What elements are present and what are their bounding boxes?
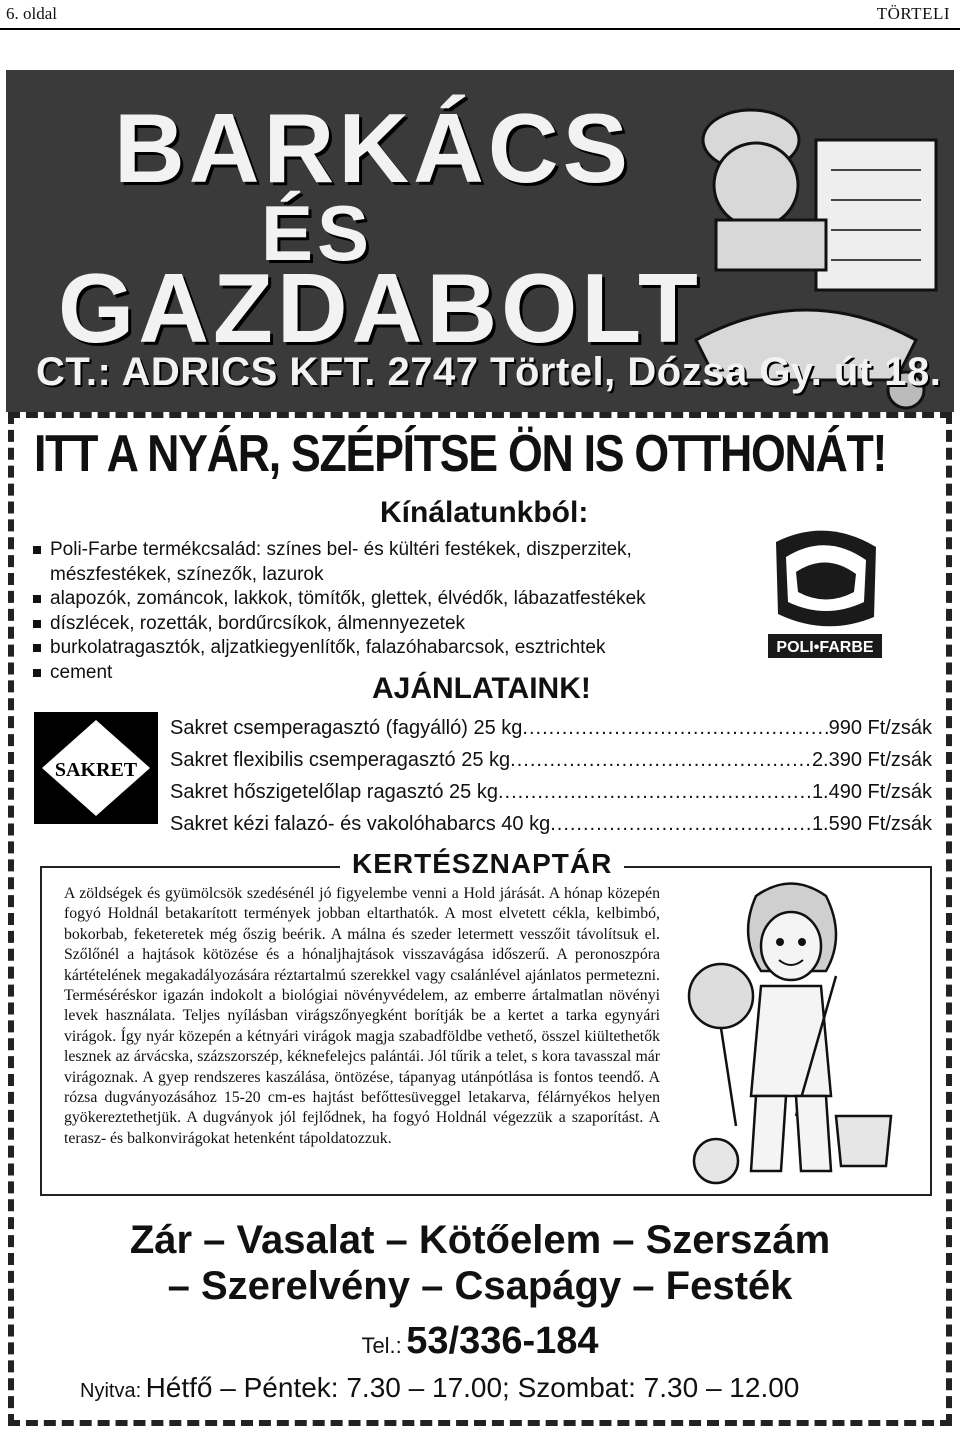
offer-title: Kínálatunkból: (380, 496, 589, 529)
offer-item: cement (30, 661, 740, 686)
deal-name: Sakret kézi falazó- és vakolóhabarcs 40 kg (170, 813, 551, 835)
offer-item: díszlécek, rozetták, bordűrcsíkok, álmennyezetek (30, 612, 740, 637)
banner-address: CT.: ADRICS KFT. 2747 Törtel, Dózsa Gy. út 18. (36, 350, 942, 394)
deal-name: Sakret flexibilis csemperagasztó 25 kg (170, 749, 511, 771)
gardener-girl-icon (676, 876, 906, 1186)
deal-name: Sakret csemperagasztó (fagyálló) 25 kg (170, 717, 523, 739)
slogan-heading: ITT A NYÁR, SZÉPÍTSE ÖN IS OTTHONÁT! (34, 425, 887, 483)
store-banner (6, 70, 954, 412)
banner-title-line2: ÉS (261, 189, 374, 277)
opening-hours (80, 1372, 799, 1404)
deal-row (170, 772, 932, 804)
offer-item: alapozók, zománcok, lakkok, tömítők, glettek, élvédők, lábazatfestékek (30, 587, 740, 612)
deals-title: AJÁNLATAINK! (372, 672, 591, 705)
offer-item-continued: mészfestékek, színezők, lazurok (50, 563, 324, 585)
phone-label: Tel.: (361, 1333, 402, 1358)
calendar-text: A zöldségek és gyümölcsök szedésénél jó figyelembe venni a Hold járását. A hónap közepén fogyó Holdnál betakarított termények jobban eltarthatók. A most elvetett cékla, kelbimbó, bokorbab, feketeretek még őszig beérik. A málna és szeder letermett vesszőit távolítsuk el. Szőlőnél a hajtások kötözése és a hónaljhajtások visszavágása időszerű. A peronoszpóra kártételének megakadályozására réztartalmú szerekkel vagy csalánlével ajánlatos permetezni. Terméséréskor igazán indokolt a biológiai növényvédelem, az emberre ártalmatlan növényi levek használata. Teljes nyílásban virágszőnyegként borítják be a kertet a tarka egynyári virágok. Így nyár közepén a kétnyári virágok magja szabadföldbe vethető, összel kiültethetők lesznek az árvácska, százszorszép, kéknefelejcs palántái. Jól tűrik a telet, s kora tavasszal már virágoznak. A gyep rendszeres kaszálása, öntözése, tápanyag utánpótlása is fontos teendő. A rózsa dugványozásához 15-20 cm-es hajtást befőttesüveggel letakarva, félárnyékos helyen gyökereztethetjük. A dugványok jól fejlődnek, ha fogyó Holdnál végezzük a szaporítást. A terasz- és balkonvirágokat hetenként tápoldatozzuk. (64, 885, 660, 1147)
banner-title-line3: GAZDABOLT (58, 253, 702, 363)
page-number: 6. oldal (6, 4, 57, 23)
deal-row (170, 740, 932, 772)
offer-list (30, 538, 740, 685)
calendar-rule-right (624, 866, 932, 868)
deal-price: 1.590 Ft/zsák (811, 813, 932, 835)
deal-row (170, 804, 932, 836)
deal-price: 990 Ft/zsák (828, 717, 932, 739)
hours-value: Hétfő – Péntek: 7.30 – 17.00; Szombat: 7.30 – 12.00 (145, 1372, 800, 1403)
publication-name: TÖRTELI (876, 4, 950, 23)
phone-number: 53/336-184 (406, 1320, 599, 1362)
deal-price: 1.490 Ft/zsák (811, 781, 932, 803)
polifarbe-logo (766, 522, 884, 662)
calendar-rule-left (40, 866, 340, 868)
hours-label: Nyitva: (80, 1380, 142, 1402)
header-rule (0, 28, 960, 30)
sakret-logo-text: SAKRET (54, 759, 138, 781)
offer-item: burkolatragasztók, aljzatkiegyenlítők, falazóhabarcsok, esztrichtek (30, 636, 740, 661)
banner-title-line1: BARKÁCS (114, 93, 632, 203)
polifarbe-logo-text: POLI•FARBE (776, 639, 874, 656)
deals-list (170, 708, 932, 836)
products-line1: Zár – Vasalat – Kötőelem – Szerszám (129, 1218, 831, 1262)
sakret-logo (34, 712, 158, 824)
products-line2: – Szerelvény – Csapágy – Festék (167, 1264, 793, 1308)
calendar-title: KERTÉSZNAPTÁR (352, 848, 613, 879)
phone-line (0, 1320, 960, 1363)
deal-row (170, 708, 932, 740)
offer-item: Poli-Farbe termékcsalád: színes bel- és kültéri festékek, diszperzitek, (30, 538, 740, 563)
deal-price: 2.390 Ft/zsák (811, 749, 932, 771)
deal-name: Sakret hőszigetelőlap ragasztó 25 kg (170, 781, 498, 803)
